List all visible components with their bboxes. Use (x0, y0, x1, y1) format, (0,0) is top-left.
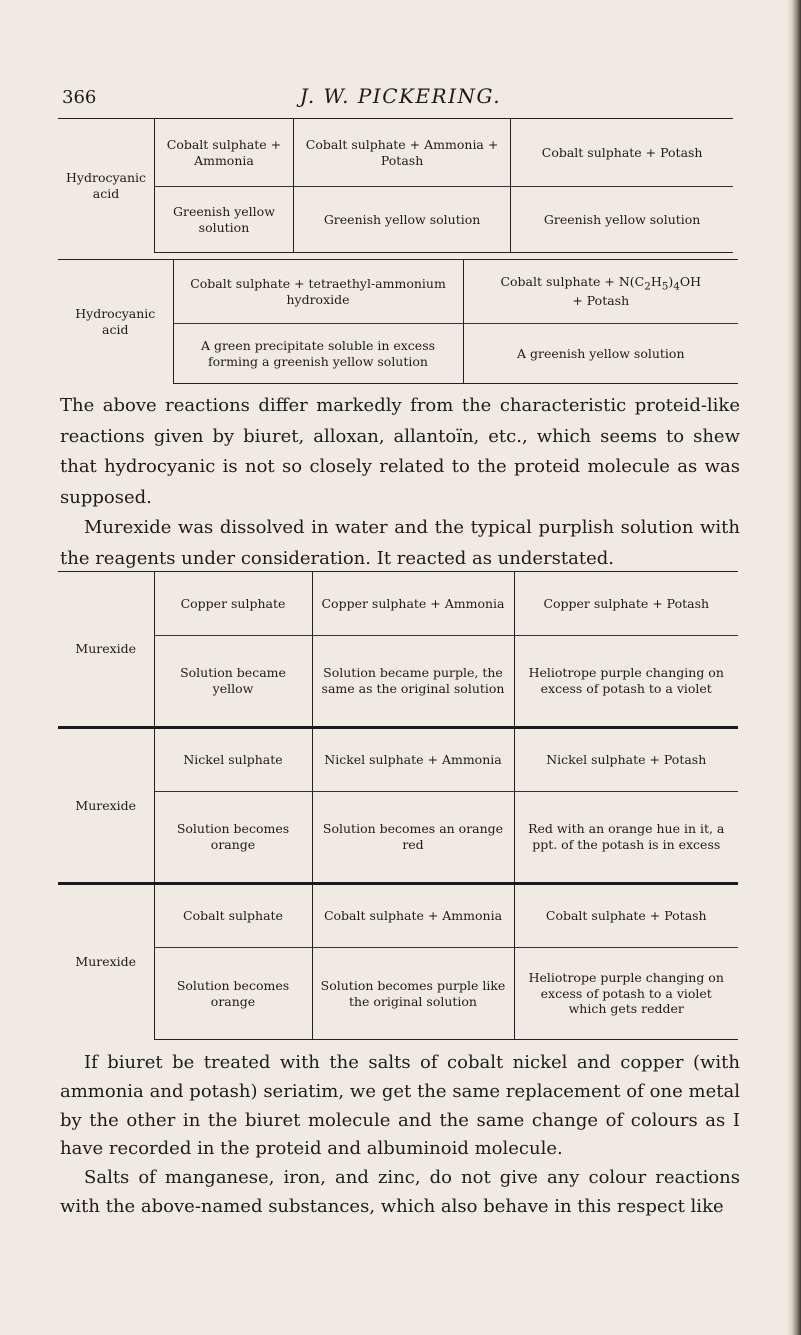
reagent-cell: Cobalt sulphate + Ammonia + Potash (293, 119, 510, 187)
row-label: Hydrocyanic acid (58, 119, 155, 253)
result-cell: Greenish yellow solution (511, 187, 733, 253)
result-cell: Solution becomes an orange red (312, 792, 514, 884)
reagent-cell: Nickel sulphate + Ammonia (312, 728, 514, 792)
result-cell: Greenish yellow solution (155, 187, 294, 253)
reagent-cell: Copper sulphate + Potash (514, 572, 738, 636)
reagent-row (58, 728, 738, 792)
result-cell: Solution becomes orange (154, 948, 312, 1040)
reagent-cell: Copper sulphate (154, 572, 312, 636)
table-hydrocyanic-cobalt (58, 118, 733, 253)
result-cell: Solution becomes purple like the original solution (312, 948, 514, 1040)
reagent-cell: Cobalt sulphate + $N(C_2H_5)_4OH$ + Potash (463, 260, 738, 324)
result-cell: Solution became purple, the same as the original solution (312, 636, 514, 728)
row-label: Hydrocyanic acid (58, 260, 173, 384)
reagent-cell: Cobalt sulphate + Potash (514, 884, 738, 948)
reagent-cell: Nickel sulphate (154, 728, 312, 792)
reagent-cell: Cobalt sulphate + Ammonia (155, 119, 294, 187)
page-number: 366 (62, 87, 97, 108)
result-cell: Heliotrope purple changing on excess of potash to a violet (514, 636, 738, 728)
result-cell: Greenish yellow solution (293, 187, 510, 253)
murexide-reaction-table (58, 571, 738, 1040)
reagent-cell: Copper sulphate + Ammonia (312, 572, 514, 636)
result-cell: Solution becomes orange (154, 792, 312, 884)
paragraph: Murexide was dissolved in water and the typical purplish solution with the reagents under consideration. It reacted as understated. (60, 517, 740, 569)
paragraph: Salts of manganese, iron, and zinc, do not give any colour reactions with the above-named substances, which also behave in this respect like (60, 1167, 740, 1217)
reagent-row (58, 572, 738, 636)
reagent-cell: Cobalt sulphate + Ammonia (312, 884, 514, 948)
reagent-row (58, 884, 738, 948)
row-label: Murexide (58, 884, 154, 1040)
reagent-cell: Cobalt sulphate + Potash (511, 119, 733, 187)
result-cell: Solution became yellow (154, 636, 312, 728)
result-cell: A greenish yellow solution (463, 324, 738, 384)
row-label: Murexide (58, 728, 154, 884)
result-cell: A green precipitate soluble in excess forming a greenish yellow solution (173, 324, 463, 384)
body-paragraph-1 (60, 391, 740, 574)
result-cell: Heliotrope purple changing on excess of potash to a violet which gets redder (514, 948, 738, 1040)
body-paragraph-2 (60, 1049, 740, 1222)
result-row (58, 948, 738, 1040)
result-cell: Red with an orange hue in it, a ppt. of the potash is in excess (514, 792, 738, 884)
result-row (58, 792, 738, 884)
reagent-cell: Nickel sulphate + Potash (514, 728, 738, 792)
reagent-cell: Cobalt sulphate (154, 884, 312, 948)
page-edge-shadow (787, 0, 801, 1335)
running-head: J. W. PICKERING. (299, 84, 502, 108)
paragraph: If biuret be treated with the salts of cobalt nickel and copper (with ammonia and potash) seriatim, we get the same replacement of one metal by the other in the biuret molecule and the same change of colours as I have recorded in the proteid and albuminoid molecule. (60, 1052, 740, 1160)
table-hydrocyanic-tetraethyl (58, 259, 738, 384)
paragraph: The above reactions differ markedly from the characteristic proteid-like reactions given by biuret, alloxan, allantoïn, etc., which seems to shew that hydrocyanic is not so closely related to the proteid molecule as was supposed. (60, 395, 740, 508)
reagent-cell: Cobalt sulphate + tetraethyl-ammonium hydroxide (173, 260, 463, 324)
row-label: Murexide (58, 572, 154, 728)
result-row (58, 636, 738, 728)
